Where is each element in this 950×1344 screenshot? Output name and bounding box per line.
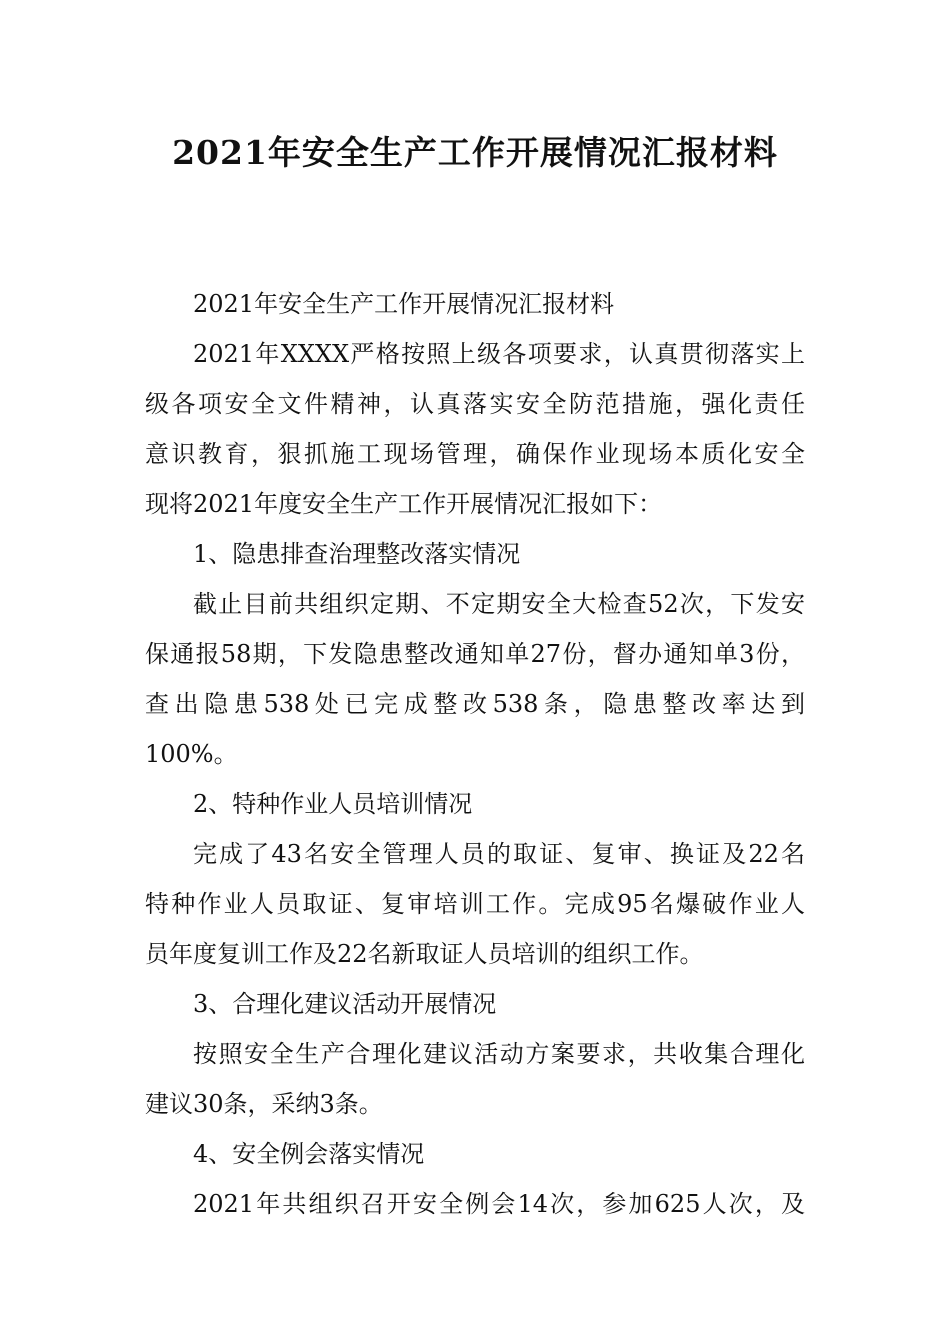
body-line: 建议30条，采纳3条。 bbox=[145, 1090, 383, 1118]
body-line: 4、安全例会落实情况 bbox=[193, 1140, 425, 1168]
body-line: 2、特种作业人员培训情况 bbox=[193, 790, 473, 818]
body-line: 按照安全生产合理化建议活动方案要求，共收集合理化 bbox=[193, 1040, 805, 1068]
body-line: 100%。 bbox=[145, 740, 238, 768]
body-line: 意识教育，狠抓施工现场管理，确保作业现场本质化安全 bbox=[145, 440, 805, 468]
body-line: 现将2021年度安全生产工作开展情况汇报如下： bbox=[145, 490, 663, 518]
body-line: 2021年共组织召开安全例会14次，参加625人次，及 bbox=[193, 1190, 805, 1218]
body-line: 完成了43名安全管理人员的取证、复审、换证及22名 bbox=[193, 840, 805, 868]
body-line: 1、隐患排查治理整改落实情况 bbox=[193, 540, 521, 568]
body-line: 级各项安全文件精神，认真落实安全防范措施，强化责任 bbox=[145, 390, 805, 418]
document-title: 2021年安全生产工作开展情况汇报材料 bbox=[172, 133, 778, 172]
body-line: 截止目前共组织定期、不定期安全大检查52次，下发安 bbox=[193, 590, 805, 618]
body-line: 员年度复训工作及22名新取证人员培训的组织工作。 bbox=[145, 940, 704, 968]
document-body bbox=[145, 279, 805, 1229]
body-line: 2021年XXXX严格按照上级各项要求，认真贯彻落实上 bbox=[193, 340, 805, 368]
body-line: 2021年安全生产工作开展情况汇报材料 bbox=[193, 290, 615, 318]
body-line: 查出隐患538处已完成整改538条，隐患整改率达到 bbox=[145, 690, 805, 718]
body-line: 保通报58期，下发隐患整改通知单27份，督办通知单3份， bbox=[145, 640, 805, 668]
body-line: 特种作业人员取证、复审培训工作。完成95名爆破作业人 bbox=[145, 890, 805, 918]
body-line: 3、合理化建议活动开展情况 bbox=[193, 990, 497, 1018]
